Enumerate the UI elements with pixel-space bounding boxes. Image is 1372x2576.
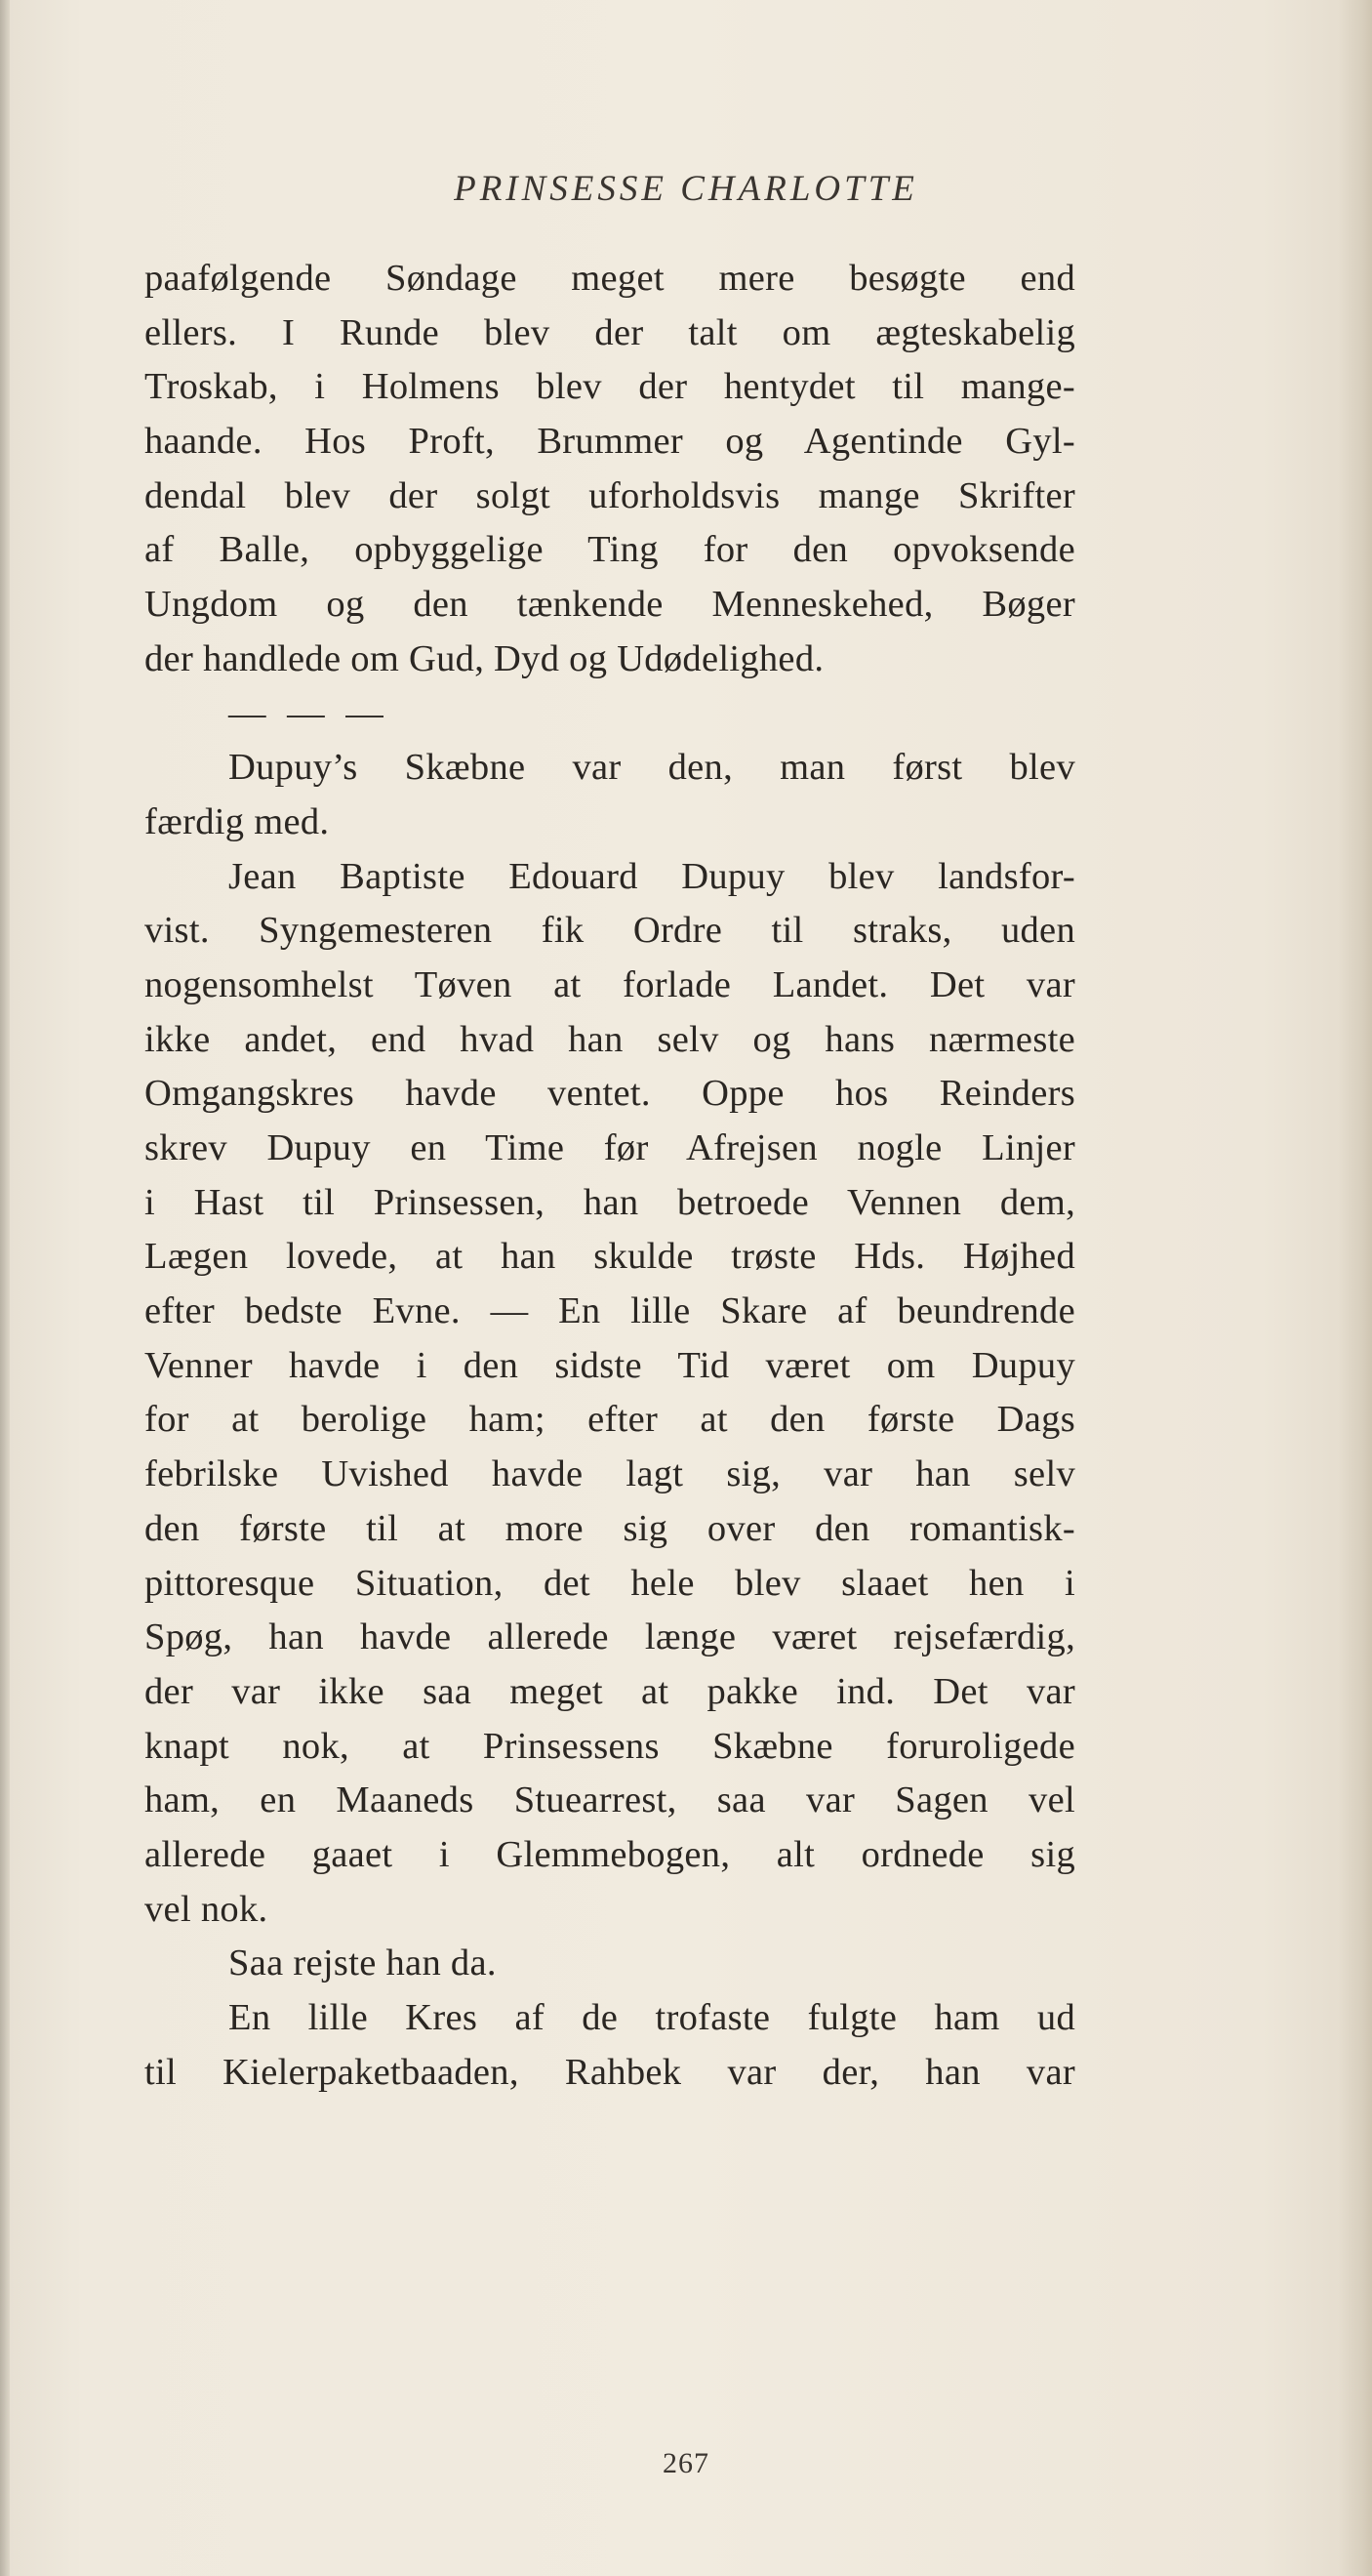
text-line: Lægen lovede, at han skulde trøste Hds. Højhed (144, 1236, 1075, 1278)
text-line: haande. Hos Proft, Brummer og Agentinde Gyl- (144, 421, 1075, 463)
text-line: af Balle, opbyggelige Ting for den opvoksende (144, 529, 1075, 571)
text-line: Saa rejste han da. (228, 1942, 497, 1984)
text-line: Omgangskres havde ventet. Oppe hos Reinders (144, 1073, 1075, 1115)
text-line: Ungdom og den tænkende Menneskehed, Bøger (144, 584, 1075, 626)
text-line: ikke andet, end hvad han selv og hans nærmeste (144, 1018, 1075, 1060)
text-line: i Hast til Prinsessen, han betroede Vennen dem, (144, 1181, 1075, 1223)
text-line: for at berolige ham; efter at den første Dags (144, 1399, 1075, 1441)
running-head: PRINSESSE CHARLOTTE (454, 169, 918, 209)
text-line: ham, en Maaneds Stuearrest, saa var Sagen vel (144, 1779, 1075, 1821)
text-line: vel nok. (144, 1888, 268, 1930)
text-line: En lille Kres af de trofaste fulgte ham ud (228, 1997, 1075, 2038)
body-text (144, 252, 1075, 2100)
text-line: Jean Baptiste Edouard Dupuy blev landsfor- (228, 855, 1075, 897)
text-line: dendal blev der solgt uforholdsvis mange Skrifter (144, 474, 1075, 516)
text-line: der var ikke saa meget at pakke ind. Det var (144, 1670, 1075, 1712)
text-line: Spøg, han havde allerede længe været rejsefærdig, (144, 1616, 1075, 1658)
text-line: nogensomhelst Tøven at forlade Landet. Det var (144, 963, 1075, 1005)
text-line: vist. Syngemesteren fik Ordre til straks, uden (144, 910, 1075, 952)
page-outer-edge (1339, 0, 1372, 2576)
page-gutter-edge (0, 0, 10, 2576)
text-line: Venner havde i den sidste Tid været om Dupuy (144, 1344, 1075, 1386)
text-line: knapt nok, at Prinsessens Skæbne foruroligede (144, 1725, 1075, 1767)
text-line: paafølgende Søndage meget mere besøgte end (144, 258, 1075, 299)
text-line: efter bedste Evne. — En lille Skare af beundrende (144, 1290, 1075, 1332)
text-line: der handlede om Gud, Dyd og Udødelighed. (144, 637, 825, 679)
page-number: 267 (663, 2447, 709, 2479)
text-line: til Kielerpaketbaaden, Rahbek var der, han var (144, 2051, 1075, 2093)
text-line: febrilske Uvished havde lagt sig, var han selv (144, 1453, 1075, 1495)
text-line: ellers. I Runde blev der talt om ægteskabelig (144, 311, 1075, 353)
text-line: Troskab, i Holmens blev der hentydet til mange- (144, 366, 1075, 408)
section-separator: — — — (228, 692, 389, 734)
text-line: den første til at more sig over den romantisk- (144, 1507, 1075, 1549)
text-line: skrev Dupuy en Time før Afrejsen nogle Linjer (144, 1127, 1075, 1168)
text-line: pittoresque Situation, det hele blev slaaet hen i (144, 1562, 1075, 1604)
text-line: færdig med. (144, 800, 330, 842)
text-line: allerede gaaet i Glemmebogen, alt ordnede sig (144, 1833, 1075, 1875)
text-line: Dupuy’s Skæbne var den, man først blev (228, 747, 1075, 789)
